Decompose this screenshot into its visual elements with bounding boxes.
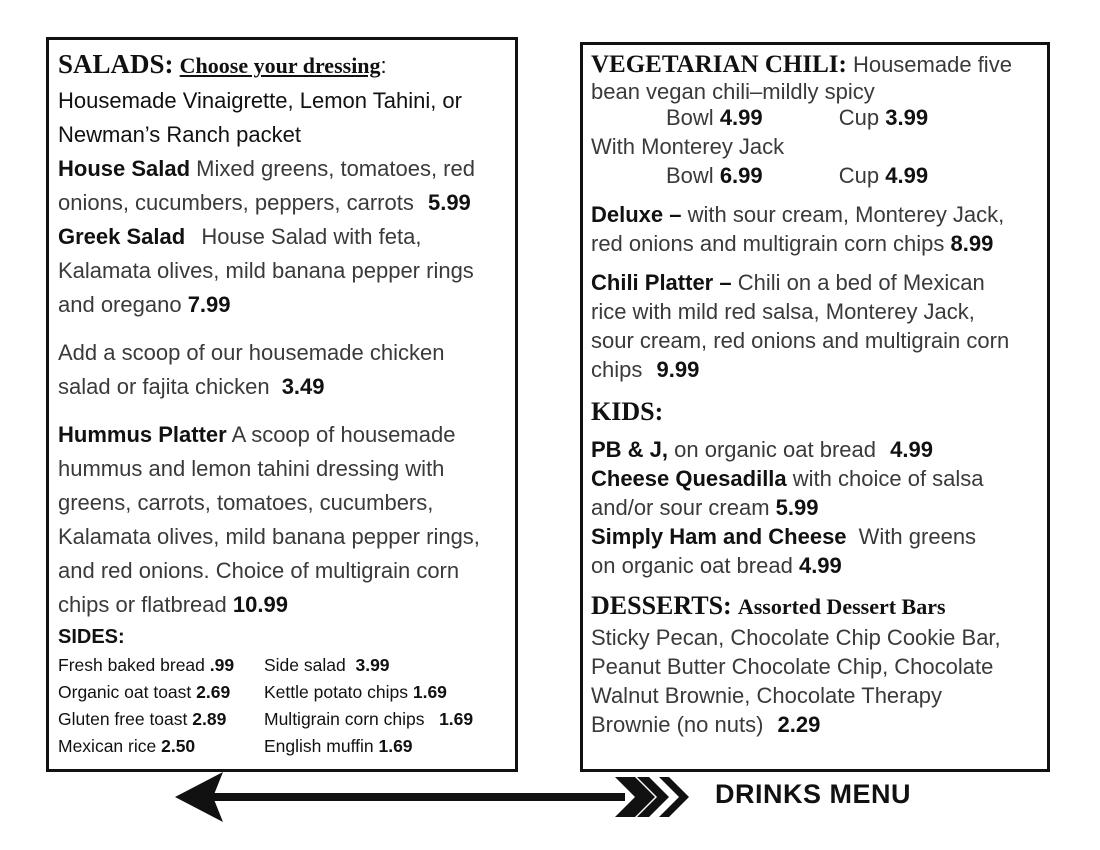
side-item: Mexican rice 2.50 — [58, 736, 196, 756]
addon-chicken-2: salad or fajita chicken 3.49 — [58, 374, 325, 399]
desserts-subtitle: Assorted Dessert Bars — [737, 594, 946, 619]
item-name: Hummus Platter — [58, 422, 227, 447]
addon-chicken: Add a scoop of our housemade chicken — [58, 340, 445, 365]
item-name: House Salad — [58, 156, 191, 181]
chili-header: VEGETARIAN CHILI: Housemade five — [591, 51, 1012, 78]
chili-bowl-cup: Bowl 4.99 Cup 3.99 — [666, 105, 929, 130]
side-item: Fresh baked bread .99 — [58, 655, 235, 675]
salads-title: SALADS: — [58, 49, 174, 79]
house-salad-item-2: onions, cucumbers, peppers, carrots 5.99 — [58, 190, 471, 215]
greek-salad-item-3: and oregano 7.99 — [58, 292, 231, 317]
drinks-menu-label[interactable]: DRINKS MENU — [715, 779, 912, 809]
side-item: Kettle potato chips 1.69 — [264, 682, 447, 702]
deluxe-item-2: red onions and multigrain corn chips 8.99 — [591, 231, 994, 256]
desserts-line-4: Brownie (no nuts) 2.29 — [591, 712, 821, 737]
left-menu-panel: SALADS: Choose your dressing: Housemade Vinaigrette, Lemon Tahini, or Newman’s Ranch packet House Salad Mixed greens, tomatoes, red onions, cucumbers, peppers, carrots 5.99 Greek Salad House Salad with feta, Kalamata olives, mild banana pepper rings and oregano 7.99 Add a scoop of our housemade chicken salad or fajita chicken 3.49 Hummus Platter A scoop of housemade hummus and lemon tahini dressing with greens, carrots, tomatoes, cucumbers, Kalamata olives, mild banana pepper rings, and red onions. Choice of multigrain corn chips or flatbread 10.99 SIDES: Fresh baked bread .99 Side salad 3.99 Organic oat toast 2.69 Kettle potato chips 1.69 Gluten free toast 2.89 Multigrain corn chips 1.69 Mexican rice 2.50 English muffin 1.69 — [46, 37, 518, 772]
item-price: 2.29 — [777, 712, 821, 737]
item-desc: Kalamata olives, mild banana pepper rings — [58, 258, 474, 283]
desserts-title: DESSERTS: — [591, 591, 732, 620]
house-salad-item — [58, 152, 506, 186]
kids-ham-item-2: on organic oat bread 4.99 — [591, 553, 842, 578]
side-item: Multigrain corn chips 1.69 — [264, 709, 474, 729]
item-price: 7.99 — [187, 292, 231, 317]
item-name: Deluxe – — [591, 202, 682, 227]
deluxe-item: Deluxe – with sour cream, Monterey Jack, — [591, 202, 1005, 227]
arrow-left-icon[interactable] — [175, 770, 695, 830]
chili-platter-item-4: chips 9.99 — [591, 357, 700, 382]
hummus-platter-item: Hummus Platter A scoop of housemade — [58, 422, 456, 447]
dressing-options: Housemade Vinaigrette, Lemon Tahini, or — [58, 88, 462, 113]
desserts-header — [591, 590, 1039, 623]
item-price: 4.99 — [798, 553, 842, 578]
item-price: 8.99 — [950, 231, 994, 256]
side-item: Gluten free toast 2.89 — [58, 709, 227, 729]
salads-header: SALADS: Choose your dressing: — [58, 49, 387, 79]
item-price: 5.99 — [427, 190, 471, 215]
item-price: 9.99 — [656, 357, 700, 382]
chili-title: VEGETARIAN CHILI: — [591, 51, 847, 78]
chili-jack-bowl-cup: Bowl 6.99 Cup 4.99 — [666, 163, 929, 188]
item-desc: Mixed greens, tomatoes, red — [196, 156, 475, 181]
hummus-platter-item-6: chips or flatbread 10.99 — [58, 592, 288, 617]
dressing-heading: Choose your dressing — [179, 53, 381, 78]
sides-list — [58, 652, 506, 760]
drinks-menu-link[interactable] — [175, 770, 935, 830]
right-menu-panel: VEGETARIAN CHILI: Housemade five bean vegan chili–mildly spicy Bowl 4.99 Cup 3.99 With Monterey Jack Bowl 6.99 Cup 4.99 Deluxe – with sour cream, Monterey Jack, red onions and multigrain corn chips 8.99 Chili Platter – Chili on a bed of Mexican rice with mild red salsa, Monterey Jack, sour cream, red onions and multigrain corn chips 9.99 KIDS: PB & J, on organic oat bread 4.99 Cheese Quesadilla with choice of salsa and/or sour cream 5.99 Simply Ham and Cheese With greens on organic oat bread 4.99 DESSERTS: Assorted Dessert Bars Sticky Pecan, Chocolate Chip Cookie Bar, Peanut Butter Chocolate Chip, Chocolate Walnut Brownie, Chocolate Therapy Brownie (no nuts) 2.29 — [580, 42, 1050, 772]
dressing-options-2: Newman’s Ranch packet — [58, 122, 301, 147]
item-price: 3.49 — [281, 374, 325, 399]
kids-ham-item: Simply Ham and Cheese With greens — [591, 524, 977, 549]
item-price: 5.99 — [775, 495, 819, 520]
kids-quesadilla-item-2: and/or sour cream 5.99 — [591, 495, 819, 520]
side-item: English muffin 1.69 — [264, 736, 413, 756]
kids-pbj-item: PB & J, on organic oat bread 4.99 — [591, 437, 933, 462]
greek-salad-item — [58, 220, 506, 254]
item-price: 4.99 — [890, 437, 933, 462]
item-name: Chili Platter – — [591, 270, 732, 295]
kids-quesadilla-item: Cheese Quesadilla with choice of salsa — [591, 466, 984, 491]
item-price: 10.99 — [232, 592, 288, 617]
kids-title: KIDS: — [591, 397, 664, 426]
item-desc: House Salad with feta, — [201, 224, 422, 249]
side-item: Organic oat toast 2.69 — [58, 682, 231, 702]
chili-jack: With Monterey Jack — [591, 134, 785, 159]
sides-title: SIDES: — [58, 626, 125, 648]
chili-platter-item: Chili Platter – Chili on a bed of Mexican — [591, 270, 985, 295]
item-name: Greek Salad — [58, 224, 186, 249]
side-item: Side salad 3.99 — [264, 655, 390, 675]
